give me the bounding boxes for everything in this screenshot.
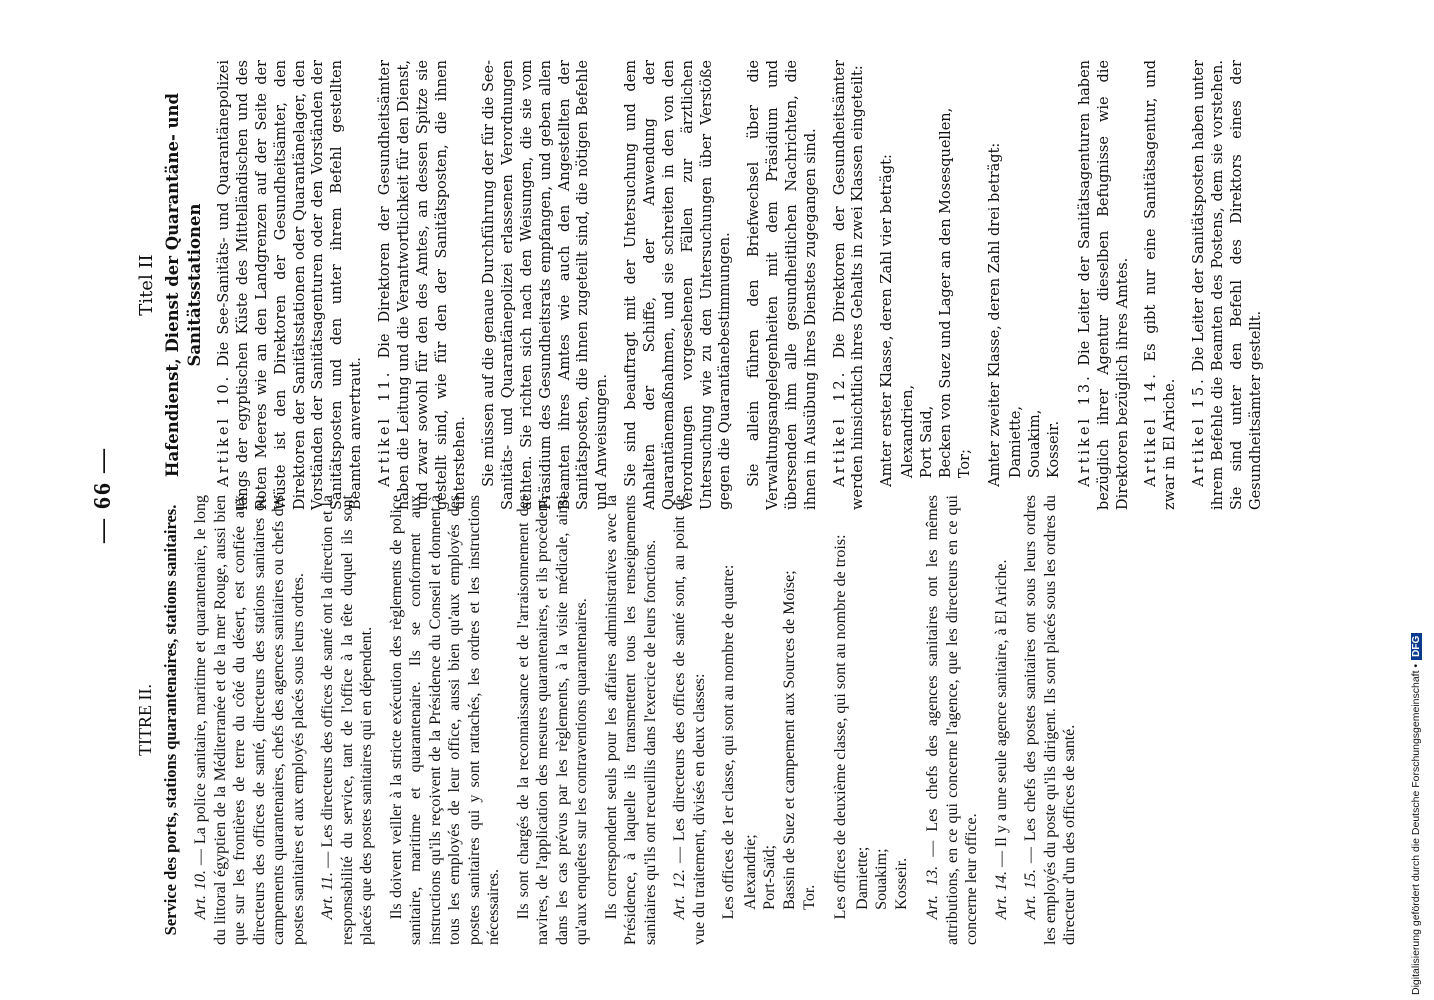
french-title: TITRE II. bbox=[135, 684, 155, 756]
paragraph: Sie müssen auf die genaue Durchführung der für die See-Sanitäts- und Quarantänepolizei erlassenen Verordnungen achten. Sie richten sich nach den Weisungen, die sie vom Präsidium des Gesundheitsrats empfangen, und geben allen Beamten ihres Amtes wie auch den Angestellten der Sanitätsposten, die ihnen zugeteilt sind, die nötigen Befehle und Anweisungen. bbox=[481, 60, 611, 510]
paragraph: Sie sind beauftragt mit der Untersuchung und dem Anhalten der Schiffe, der Anwendung der Quarantänemaßnahmen, und sie schreiten in den von den Verordnungen vorgesehenen Fällen zur ärztlichen Untersuchung wie zu den Untersuchungen über Verstöße gegen die Quarantänebestimmungen. bbox=[623, 60, 734, 510]
german-title: Titel II bbox=[136, 254, 157, 316]
second-class-intro: Amter zweiter Klasse, deren Zahl drei beträgt: bbox=[987, 142, 1004, 487]
list-item: Souakim; bbox=[873, 848, 891, 910]
article-label: Art. 12. bbox=[671, 869, 689, 920]
article-text: Es gibt nur eine Sanitätsagentur, und zwar in El Ariche. bbox=[1143, 59, 1179, 510]
page-number: — 66 — bbox=[90, 447, 116, 543]
second-class-intro: Les offices de deuxième classe, qui sont au nombre de trois: bbox=[832, 534, 850, 920]
article-text: Die Direktoren der Gesundheitsämter werden hinsichtlich ihres Gehalts in zwei Klassen eingeteilt: bbox=[831, 59, 867, 510]
first-class-intro: Amter erster Klasse, deren Zahl vier beträgt: bbox=[879, 154, 896, 487]
article-11-de bbox=[376, 60, 470, 510]
article-label: Artikel 10. bbox=[216, 373, 233, 487]
list-item: Tor; bbox=[956, 449, 973, 479]
list-item: Kosseir. bbox=[892, 857, 910, 910]
article-13-fr bbox=[923, 495, 982, 945]
article-label: Art. 11. bbox=[319, 871, 337, 920]
article-text: — Il y a une seule agence sanitaire, à El Ariche. bbox=[992, 559, 1010, 867]
first-class-list bbox=[741, 495, 819, 910]
article-label: Artikel 13. bbox=[1076, 373, 1093, 487]
article-label: Artikel 15. bbox=[1191, 376, 1208, 487]
paragraph: Ils correspondent seuls pour les affaires administratives avec la Présidence, à laquelle ils transmettent tous les renseignements sanitaires qu'ils ont recueillis dans l'exercice de leurs fonctions. bbox=[602, 495, 659, 945]
article-text: Die Leiter der Sanitätsagenturen haben bezüglich ihrer Agentur dieselben Befugnisse wie die Direktoren bezüglich ihres Amtes. bbox=[1076, 59, 1131, 510]
list-item: Tor. bbox=[800, 884, 818, 910]
article-text: Die See-Sanitäts- und Quarantänepolizei längs der egyptischen Küste des Mittelländischen und des Roten Meeres wie an den Landgrenzen auf der Seite der Wüste ist den Direktoren der Gesundheitsämter, den Direktoren der Sanitätsstationen oder Quarantänelager, den Vorständen der Sanitätsagenturen oder den Vorständen der Sanitätsposten und den unter ihrem Befehl gestellten Beamten anvertraut. bbox=[216, 59, 365, 510]
list-item: Becken von Suez und Lager an den Mosesquellen, bbox=[937, 107, 954, 479]
paragraph: Sie allein führen den Briefwechsel über die Verwaltungsangelegenheiten mit dem Präsidium und übersenden ihm alle gesundheitlichen Nachrichten, die ihnen in Ausübung ihres Dienstes zugegangen sind. bbox=[746, 60, 819, 510]
article-11-fr bbox=[318, 495, 377, 945]
article-text: — Les directeurs des offices de santé sont, au point de vue du traitement, divisés en deux classes: bbox=[671, 494, 708, 945]
article-label: Art. 13. bbox=[924, 865, 942, 920]
list-item: Alexandrien, bbox=[900, 384, 917, 479]
list-item: Souakim, bbox=[1027, 409, 1044, 479]
german-subtitle: Hafendienst, Dienst der Quarantäne- und Sanitätsstationen bbox=[163, 92, 204, 478]
first-class-list bbox=[899, 60, 974, 478]
article-15-fr bbox=[1021, 495, 1080, 945]
article-label: Artikel 12. bbox=[831, 369, 848, 487]
sidenote-text bbox=[1410, 633, 1422, 995]
first-class-intro: Les offices de 1er classe, qui sont au nombre de quatre: bbox=[720, 564, 738, 920]
list-item: Port Said, bbox=[918, 405, 935, 479]
german-column bbox=[135, 60, 1275, 510]
article-14-fr bbox=[992, 495, 1012, 945]
article-10-fr bbox=[191, 495, 308, 945]
french-subtitle: Service des ports, stations quarantenaires, stations sanitaires. bbox=[160, 504, 180, 936]
paragraph: Ils doivent veiller à la stricte exécution des règlements de police sanitaire, maritime et quarantenaire. Ils se conforment aux instructions qu'ils reçoivent de la Présidence du Conseil et donnent à tous les employés de leur office, aussi bien qu'aux employés des postes sanitaires qui y sont rattachés, les ordres et les instructions nécessaires. bbox=[387, 495, 503, 945]
second-class-list bbox=[853, 495, 912, 910]
article-label: Artikel 14. bbox=[1143, 371, 1160, 487]
french-column bbox=[135, 495, 1090, 945]
list-item: Damiette, bbox=[1008, 406, 1025, 479]
article-12-de bbox=[831, 60, 869, 510]
article-text: — Les directeurs des offices de santé ont la direction et la responsabilité du service, tant de l'office à la tête duquel ils sont placés que des postes sanitaires qui en dépendent. bbox=[319, 494, 376, 945]
article-label: Art. 15. bbox=[1022, 869, 1040, 920]
article-text: — Les chefs des agences sanitaires ont les mêmes attributions, en ce qui concerne l'agence, que les directeurs en ce qui concerne leur office. bbox=[924, 495, 981, 945]
article-15-de bbox=[1190, 60, 1265, 510]
digitization-sidenote bbox=[1402, 10, 1434, 995]
article-text: — La police sanitaire, maritime et quarantenaire, le long du littoral égyptien de la Méditerranée et de la mer Rouge, aussi bien que sur les frontières de terre du côté du désert, est confiée aux directeurs des offices de santé, directeurs des stations sanitaires ou campements quarantenaires, chefs des agences sanitaires ou chefs des postes sanitaires et aux employés placés sous leurs ordres. bbox=[192, 494, 307, 945]
sidenote-label: Digitalisierung gefördert durch die Deutsche Forschungsgemeinschaft • bbox=[1410, 663, 1422, 995]
list-item: Port-Saïd; bbox=[761, 844, 779, 910]
article-14-de bbox=[1142, 60, 1180, 510]
dfg-logo: DFG bbox=[1411, 633, 1422, 660]
list-item: Bassin de Suez et campement aux Sources de Moïse; bbox=[781, 570, 798, 910]
article-12-fr bbox=[670, 495, 709, 945]
article-text: Die Direktoren der Gesundheitsämter haben die Leitung und die Verantwortlichkeit für den Dienst, und zwar sowohl für den des Amtes, an dessen Spitze sie gestellt sind, wie für den der Sanitätsposten, die ihnen unterstehen. bbox=[377, 59, 469, 510]
article-text: Die Leiter der Sanitätsposten haben unter ihrem Befehle die Beamten des Postens, dem sie vorstehen. Sie sind unter den Befehl des Direktors eines der Gesundheitsämter gestellt. bbox=[1191, 60, 1264, 510]
article-10-de bbox=[215, 60, 366, 510]
article-label: Art. 14. bbox=[992, 870, 1010, 920]
list-item: Damiette; bbox=[853, 846, 871, 910]
list-item: Kosseir. bbox=[1046, 420, 1063, 479]
list-item: Alexandrie; bbox=[741, 834, 759, 910]
article-label: Artikel 11. bbox=[377, 369, 394, 487]
paragraph: Ils sont chargés de la reconnaissance et de l'arraisonnement des navires, de l'application des mesures quarantenaires, et ils procèdent, dans les cas prévus par les règlements, à la visite médicale, ainsi qu'aux enquêtes sur les contraventions quarantenaires. bbox=[514, 495, 591, 945]
article-text: — Les chefs des postes sanitaires ont sous leurs ordres les employés du poste qu'ils dirigent. Ils sont placés sous les ordres du directeur d'un des offices de santé. bbox=[1022, 494, 1079, 945]
article-13-de bbox=[1076, 60, 1133, 510]
article-label: Art. 10. bbox=[192, 870, 210, 920]
rotated-content bbox=[90, 0, 1320, 995]
second-class-list bbox=[1007, 60, 1064, 478]
